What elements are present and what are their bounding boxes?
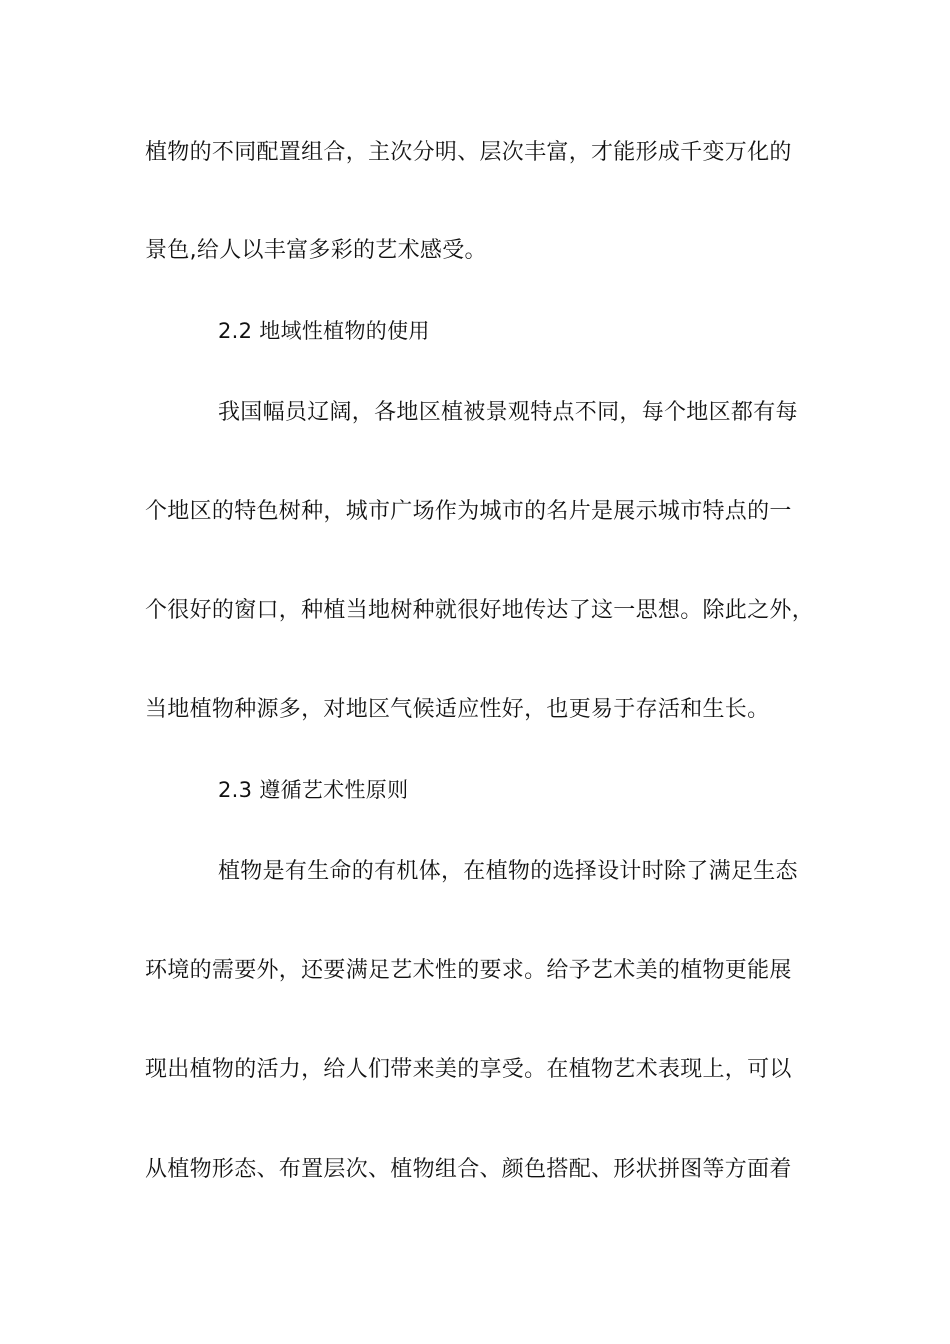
paragraph-line: 现出植物的活力，给人们带来美的享受。在植物艺术表现上，可以 bbox=[145, 1057, 792, 1082]
paragraph-line: 个地区的特色树种，城市广场作为城市的名片是展示城市特点的一 bbox=[145, 499, 792, 524]
paragraph-line: 个很好的窗口，种植当地树种就很好地传达了这一思想。除此之外， bbox=[145, 598, 815, 623]
paragraph-line: 环境的需要外，还要满足艺术性的要求。给予艺术美的植物更能展 bbox=[145, 958, 792, 983]
section-heading-2-2: 2.2 地域性植物的使用 bbox=[218, 319, 430, 343]
paragraph-line: 我国幅员辽阔，各地区植被景观特点不同，每个地区都有每 bbox=[218, 400, 798, 425]
paragraph-line: 景色,给人以丰富多彩的艺术感受。 bbox=[145, 238, 487, 263]
paragraph-line: 植物的不同配置组合，主次分明、层次丰富，才能形成千变万化的 bbox=[145, 140, 792, 165]
paragraph-line: 从植物形态、布置层次、植物组合、颜色搭配、形状拼图等方面着 bbox=[145, 1157, 792, 1182]
paragraph-line: 当地植物种源多，对地区气候适应性好，也更易于存活和生长。 bbox=[145, 697, 770, 722]
section-heading-2-3: 2.3 遵循艺术性原则 bbox=[218, 778, 409, 802]
paragraph-line: 植物是有生命的有机体，在植物的选择设计时除了满足生态 bbox=[218, 859, 798, 884]
